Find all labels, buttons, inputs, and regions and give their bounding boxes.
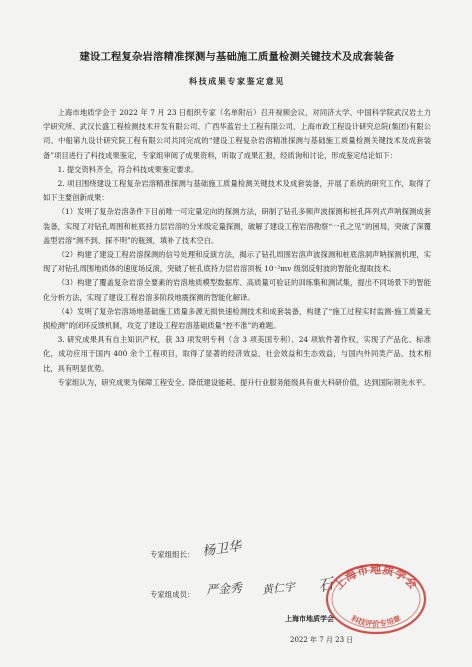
- seal-top-text: 上海市地质学会: [331, 563, 421, 593]
- official-seal-icon: [322, 557, 430, 637]
- member-signature-1: 严金秀: [205, 580, 243, 598]
- innovation-item-2: （2）构建了建设工程岩溶探测的信号处理和反演方法，揭示了钻孔周围岩溶声波探测和桩底溶洞声呐探测机理，实现了对钻孔周围地质体的速度场反演，突破了桩孔底持力层岩溶顶板 10⁻²mv 级弱反射波的智能化提取技术。: [43, 250, 431, 274]
- leader-signature: 杨卫华: [201, 539, 243, 560]
- svg-text:上海市地质学会: [331, 562, 421, 592]
- member-signature-3: 石: [316, 574, 335, 596]
- document-subtitle: 科技成果专家鉴定意见: [189, 77, 285, 86]
- innovation-item-4: （4）发明了复杂岩溶场地基础施工质量多源无损快速检测技术和成套装备，构建了“施工过程实时监测-施工质量无损检测”的闭环反馈机制，攻克了建设工程岩溶基础质量“控不准”的难题。: [43, 306, 431, 331]
- conclusion-point-1: 1. 提交资料齐全，符合科技成果鉴定要求。: [57, 164, 199, 174]
- document-body: [43, 106, 431, 390]
- seal-bottom-text: 科技评价专用章: [349, 613, 403, 629]
- final-conclusion: 专家组认为，研究成果为保障工程安全、降低建设能耗、提升行业服务能级具有重大科研价值，达到国际领先水平。: [57, 377, 430, 387]
- intro-paragraph: 上海市地质学会于 2022 年 7 月 23 日组织专家（名单附后）召开视频会议，对同济大学、中国科学院武汉岩土力学研究所、武汉长盛工程检测技术开发有限公司、广西华蓝岩土工程有限公司、上海市政工程设计研究总院(集团)有限公司、中船第九设计研究院工程有限公司共同完成的“建设工程复杂岩溶精准探测与基础施工质量检测关键技术及成套装备”项目进行了科技成果鉴定，专家组审阅了成果资料，听取了成果汇报，经质询和讨论，形成鉴定结论如下：: [43, 108, 431, 160]
- issuing-organization: 上海市地质学会: [285, 614, 334, 623]
- conclusion-point-3: 3. 研究成果具有自主知识产权，获 33 项发明专利（含 3 项美国专利）、24 项软件著作权，实现了产品化、标准化，成功应用于国内 400 余个工程项目，取得了显著的经济效益，社会效益和生态效益，与国内外同类产品、技术相比，具有明显优势。: [43, 335, 431, 373]
- expert-member-label: 专家组成员：: [150, 590, 195, 599]
- expert-leader-label: 专家组组长：: [150, 550, 195, 559]
- innovation-item-1: （1）发明了复杂岩溶条件下目前唯一可定量定向的探测方法，研制了钻孔多频声波探测和桩孔阵列式声呐探测成套装备，实现了对钻孔周围和桩底持力层岩溶的分米级定量探测，破解了建设工程岩溶勘察“一孔之见”的困局，突破了深覆盖型岩溶“测不到、探不明”的瓶颈，填补了技术空白。: [43, 207, 431, 245]
- svg-text:科技评价专用章: [349, 612, 403, 628]
- member-signature-2: 黄仁宇: [261, 580, 296, 597]
- issue-date: 2022 年 7 月 23 日: [290, 636, 354, 644]
- conclusion-point-2: 2. 项目围绕建设工程复杂岩溶精准探测与基础施工质量检测关键技术及成套装备，开展了系统的研究工作，取得了如下主要创新成果：: [43, 179, 431, 203]
- document-title: 建设工程复杂岩溶精准探测与基础施工质量检测关键技术及成套装备: [79, 51, 395, 63]
- innovation-item-3: （3）构建了覆盖复杂岩溶全要素的岩溶地质模型数据库、高质量可验证的训练集和测试集，提出不同场景下的智能化分析方法，实现了建设工程岩溶多阶段地震探测的智能化解译。: [43, 278, 431, 302]
